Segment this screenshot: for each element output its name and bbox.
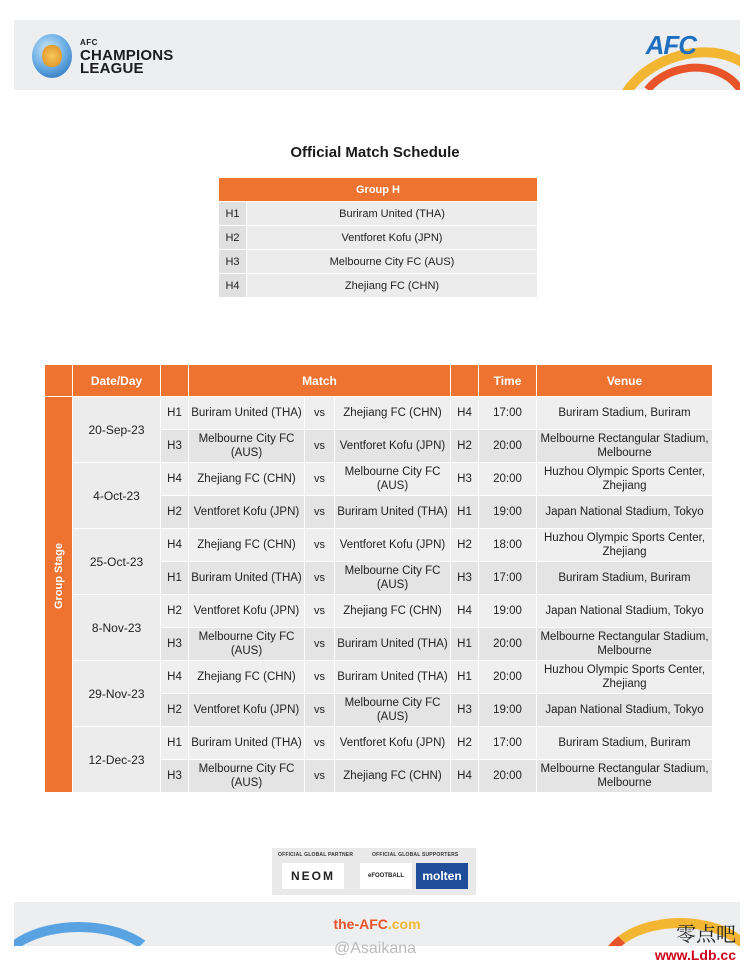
home-team: Ventforet Kofu (JPN): [189, 595, 305, 628]
away-team: Ventforet Kofu (JPN): [335, 529, 451, 562]
away-code: H2: [451, 727, 479, 760]
away-team: Melbourne City FC (AUS): [335, 562, 451, 595]
kickoff-time: 19:00: [479, 694, 537, 727]
away-team: Zhejiang FC (CHN): [335, 760, 451, 793]
venue: Buriram Stadium, Buriram: [537, 727, 713, 760]
afc-logo: AFC: [645, 30, 696, 60]
kickoff-time: 17:00: [479, 727, 537, 760]
away-team: Buriram United (THA): [335, 661, 451, 694]
vs-label: vs: [305, 397, 335, 430]
site-watermark-cn: 零点吧: [676, 922, 736, 946]
home-code: H4: [161, 661, 189, 694]
home-code: H1: [161, 562, 189, 595]
site-watermark-url: www.Ldb.cc: [654, 947, 736, 963]
header-spacer-2: [161, 365, 189, 397]
acl-ball-icon: [32, 34, 72, 78]
acl-wordmark: [80, 36, 173, 75]
vs-label: vs: [305, 694, 335, 727]
home-team: Buriram United (THA): [189, 727, 305, 760]
away-code: H4: [451, 760, 479, 793]
away-team: Buriram United (THA): [335, 628, 451, 661]
group-table-body: [219, 202, 538, 298]
home-code: H4: [161, 529, 189, 562]
weibo-watermark: @Asaikana: [333, 940, 417, 957]
schedule-body: [45, 397, 713, 793]
away-team: Ventforet Kofu (JPN): [335, 430, 451, 463]
home-code: H2: [161, 496, 189, 529]
vs-label: vs: [305, 562, 335, 595]
kickoff-time: 20:00: [479, 463, 537, 496]
vs-label: vs: [305, 760, 335, 793]
team-name: Zhejiang FC (CHN): [247, 274, 538, 298]
efootball-logo: eFOOTBALL: [360, 863, 412, 889]
header-spacer-3: [451, 365, 479, 397]
match-row: [45, 661, 713, 694]
away-code: H4: [451, 595, 479, 628]
team-name: Ventforet Kofu (JPN): [247, 226, 538, 250]
group-table: [218, 177, 538, 298]
header-match: Match: [189, 365, 451, 397]
match-row: [45, 529, 713, 562]
home-code: H1: [161, 727, 189, 760]
match-date: 25-Oct-23: [73, 529, 161, 595]
match-date: 29-Nov-23: [73, 661, 161, 727]
home-code: H3: [161, 760, 189, 793]
match-row: [45, 463, 713, 496]
home-team: Melbourne City FC (AUS): [189, 760, 305, 793]
team-name: Melbourne City FC (AUS): [247, 250, 538, 274]
home-team: Zhejiang FC (CHN): [189, 529, 305, 562]
match-row: [45, 595, 713, 628]
team-code: H3: [219, 250, 247, 274]
acl-logo: [28, 28, 188, 84]
group-stage-side-label: [45, 397, 73, 793]
away-team: Zhejiang FC (CHN): [335, 397, 451, 430]
vs-label: vs: [305, 430, 335, 463]
home-team: Ventforet Kofu (JPN): [189, 694, 305, 727]
match-row: [45, 727, 713, 760]
venue: Huzhou Olympic Sports Center, Zhejiang: [537, 529, 713, 562]
group-row: [219, 226, 538, 250]
neom-logo: NEOM: [282, 863, 344, 889]
venue: Huzhou Olympic Sports Center, Zhejiang: [537, 661, 713, 694]
group-row: [219, 250, 538, 274]
away-code: H4: [451, 397, 479, 430]
venue: Huzhou Olympic Sports Center, Zhejiang: [537, 463, 713, 496]
vs-label: vs: [305, 595, 335, 628]
away-code: H3: [451, 694, 479, 727]
venue: Japan National Stadium, Tokyo: [537, 595, 713, 628]
vs-label: vs: [305, 727, 335, 760]
vs-label: vs: [305, 463, 335, 496]
home-team: Buriram United (THA): [189, 397, 305, 430]
schedule-table: [44, 364, 713, 793]
team-name: Buriram United (THA): [247, 202, 538, 226]
venue: Japan National Stadium, Tokyo: [537, 496, 713, 529]
header-venue: Venue: [537, 365, 713, 397]
acl-line2: CHAMPIONS: [80, 47, 174, 64]
header-band: [14, 20, 740, 90]
home-team: Buriram United (THA): [189, 562, 305, 595]
kickoff-time: 20:00: [479, 430, 537, 463]
kickoff-time: 20:00: [479, 760, 537, 793]
home-code: H4: [161, 463, 189, 496]
away-team: Buriram United (THA): [335, 496, 451, 529]
group-row: [219, 274, 538, 298]
home-code: H2: [161, 694, 189, 727]
home-team: Ventforet Kofu (JPN): [189, 496, 305, 529]
venue: Melbourne Rectangular Stadium, Melbourne: [537, 628, 713, 661]
home-code: H2: [161, 595, 189, 628]
away-code: H2: [451, 529, 479, 562]
kickoff-time: 19:00: [479, 595, 537, 628]
kickoff-time: 20:00: [479, 628, 537, 661]
venue: Buriram Stadium, Buriram: [537, 562, 713, 595]
home-code: H3: [161, 430, 189, 463]
footer-url-tld: .com: [387, 916, 421, 932]
group-stage-text: Group Stage: [53, 542, 65, 609]
kickoff-time: 19:00: [479, 496, 537, 529]
team-code: H4: [219, 274, 247, 298]
site-watermark: [655, 918, 736, 963]
header-time: Time: [479, 365, 537, 397]
vs-label: vs: [305, 628, 335, 661]
home-team: Melbourne City FC (AUS): [189, 430, 305, 463]
header-date: Date/Day: [73, 365, 161, 397]
vs-label: vs: [305, 661, 335, 694]
match-date: 20-Sep-23: [73, 397, 161, 463]
vs-label: vs: [305, 496, 335, 529]
venue: Melbourne Rectangular Stadium, Melbourne: [537, 430, 713, 463]
sponsor-box: [272, 848, 476, 895]
supporters-label: OFFICIAL GLOBAL SUPPORTERS: [372, 852, 459, 858]
venue: Melbourne Rectangular Stadium, Melbourne: [537, 760, 713, 793]
page-title: Official Match Schedule: [290, 144, 460, 161]
kickoff-time: 20:00: [479, 661, 537, 694]
match-date: 12-Dec-23: [73, 727, 161, 793]
home-team: Zhejiang FC (CHN): [189, 463, 305, 496]
away-code: H2: [451, 430, 479, 463]
away-code: H1: [451, 628, 479, 661]
home-code: H1: [161, 397, 189, 430]
away-team: Melbourne City FC (AUS): [335, 694, 451, 727]
venue: Buriram Stadium, Buriram: [537, 397, 713, 430]
home-team: Zhejiang FC (CHN): [189, 661, 305, 694]
match-date: 4-Oct-23: [73, 463, 161, 529]
away-team: Zhejiang FC (CHN): [335, 595, 451, 628]
acl-line1: AFC: [80, 38, 98, 47]
vs-label: vs: [305, 529, 335, 562]
group-header: Group H: [219, 178, 538, 202]
home-team: Melbourne City FC (AUS): [189, 628, 305, 661]
match-row: [45, 397, 713, 430]
away-code: H1: [451, 661, 479, 694]
team-code: H2: [219, 226, 247, 250]
away-code: H1: [451, 496, 479, 529]
molten-logo: molten: [416, 863, 468, 889]
footer-url-main: the-AFC: [333, 916, 388, 932]
kickoff-time: 18:00: [479, 529, 537, 562]
venue: Japan National Stadium, Tokyo: [537, 694, 713, 727]
partner-label: OFFICIAL GLOBAL PARTNER: [278, 852, 354, 858]
away-code: H3: [451, 463, 479, 496]
header-spacer: [45, 365, 73, 397]
acl-line3: LEAGUE: [80, 60, 144, 77]
team-code: H1: [219, 202, 247, 226]
away-code: H3: [451, 562, 479, 595]
away-team: Melbourne City FC (AUS): [335, 463, 451, 496]
away-team: Ventforet Kofu (JPN): [335, 727, 451, 760]
match-date: 8-Nov-23: [73, 595, 161, 661]
kickoff-time: 17:00: [479, 397, 537, 430]
home-code: H3: [161, 628, 189, 661]
footer-url[interactable]: [14, 916, 740, 932]
kickoff-time: 17:00: [479, 562, 537, 595]
group-row: [219, 202, 538, 226]
